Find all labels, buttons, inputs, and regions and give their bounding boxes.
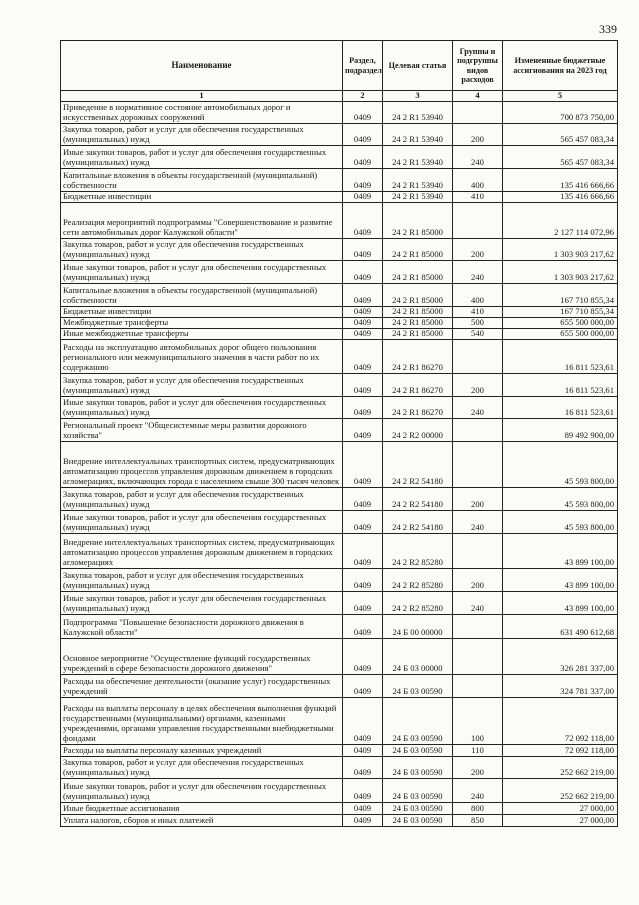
row-article: 24 2 R1 53940 xyxy=(383,145,453,168)
header-sum: Измененные бюджетные ассигнования на 2023 год xyxy=(503,41,618,91)
row-sum: 16 811 523,61 xyxy=(503,339,618,373)
row-group: 400 xyxy=(453,168,503,191)
row-name: Приведение в нормативное состояние автомобильных дорог и искусственных дорожных сооружений xyxy=(61,101,343,123)
row-group: 240 xyxy=(453,145,503,168)
table-row xyxy=(61,191,618,202)
row-section: 0409 xyxy=(343,802,383,814)
row-section: 0409 xyxy=(343,418,383,441)
row-section: 0409 xyxy=(343,614,383,638)
row-name: Расходы на выплаты персоналу в целях обеспечения выполнения функций государственными (муниципальными) органами, казенными учреждениями, органами управления государственными внебюджетными фондами xyxy=(61,697,343,744)
row-group: 200 xyxy=(453,487,503,510)
row-sum: 135 416 666,66 xyxy=(503,191,618,202)
row-section: 0409 xyxy=(343,756,383,778)
budget-table xyxy=(60,40,618,827)
table-row xyxy=(61,238,618,260)
row-name: Капитальные вложения в объекты государственной (муниципальной) собственности xyxy=(61,283,343,306)
row-group xyxy=(453,441,503,487)
row-name: Подпрограмма "Повышение безопасности дорожного движения в Калужской области" xyxy=(61,614,343,638)
row-group xyxy=(453,418,503,441)
row-section: 0409 xyxy=(343,591,383,614)
row-name: Расходы на выплаты персоналу казенных учреждений xyxy=(61,744,343,756)
row-section: 0409 xyxy=(343,145,383,168)
row-article: 24 2 R2 54180 xyxy=(383,510,453,533)
header-section: Раздел, подраздел xyxy=(343,41,383,91)
row-group: 100 xyxy=(453,697,503,744)
row-group: 200 xyxy=(453,238,503,260)
row-sum: 167 710 855,34 xyxy=(503,306,618,317)
row-article: 24 2 R1 86270 xyxy=(383,396,453,418)
row-group xyxy=(453,674,503,697)
row-group xyxy=(453,202,503,238)
header-row xyxy=(61,41,618,91)
row-name: Иные межбюджетные трансферты xyxy=(61,328,343,339)
row-section: 0409 xyxy=(343,306,383,317)
header-name: Наименование xyxy=(61,41,343,91)
table-row xyxy=(61,510,618,533)
row-group: 200 xyxy=(453,123,503,145)
row-name: Уплата налогов, сборов и иных платежей xyxy=(61,814,343,826)
row-article: 24 Б 00 00000 xyxy=(383,614,453,638)
row-article: 24 2 R2 54180 xyxy=(383,441,453,487)
row-sum: 700 873 750,00 xyxy=(503,101,618,123)
row-sum: 252 662 219,00 xyxy=(503,756,618,778)
row-article: 24 Б 03 00590 xyxy=(383,674,453,697)
row-name: Иные закупки товаров, работ и услуг для обеспечения государственных (муниципальных) нужд xyxy=(61,145,343,168)
row-group: 240 xyxy=(453,591,503,614)
row-article: 24 2 R1 85000 xyxy=(383,328,453,339)
row-sum: 167 710 855,34 xyxy=(503,283,618,306)
row-name: Закупка товаров, работ и услуг для обеспечения государственных (муниципальных) нужд xyxy=(61,373,343,396)
row-name: Закупка товаров, работ и услуг для обеспечения государственных (муниципальных) нужд xyxy=(61,568,343,591)
table-row xyxy=(61,317,618,328)
row-section: 0409 xyxy=(343,441,383,487)
row-section: 0409 xyxy=(343,674,383,697)
row-section: 0409 xyxy=(343,168,383,191)
row-article: 24 Б 03 00590 xyxy=(383,756,453,778)
row-sum: 45 593 800,00 xyxy=(503,441,618,487)
table-row xyxy=(61,614,618,638)
row-sum: 45 593 800,00 xyxy=(503,487,618,510)
row-article: 24 2 R1 85000 xyxy=(383,306,453,317)
row-group xyxy=(453,101,503,123)
row-group: 500 xyxy=(453,317,503,328)
row-sum: 565 457 083,34 xyxy=(503,123,618,145)
row-section: 0409 xyxy=(343,744,383,756)
row-name: Капитальные вложения в объекты государственной (муниципальной) собственности xyxy=(61,168,343,191)
row-sum: 16 811 523,61 xyxy=(503,396,618,418)
row-name: Иные закупки товаров, работ и услуг для обеспечения государственных (муниципальных) нужд xyxy=(61,396,343,418)
row-group: 200 xyxy=(453,568,503,591)
row-article: 24 Б 03 00590 xyxy=(383,814,453,826)
row-name: Иные бюджетные ассигнования xyxy=(61,802,343,814)
row-sum: 43 899 100,00 xyxy=(503,568,618,591)
table-row xyxy=(61,744,618,756)
row-name: Внедрение интеллектуальных транспортных систем, предусматривающих автоматизацию процессов управления дорожным движением в городских агломерациях xyxy=(61,533,343,568)
row-section: 0409 xyxy=(343,533,383,568)
column-number: 5 xyxy=(503,91,618,102)
row-section: 0409 xyxy=(343,260,383,283)
table-row xyxy=(61,591,618,614)
row-group: 410 xyxy=(453,191,503,202)
row-section: 0409 xyxy=(343,396,383,418)
row-sum: 565 457 083,34 xyxy=(503,145,618,168)
row-article: 24 2 R1 85000 xyxy=(383,283,453,306)
row-group: 240 xyxy=(453,510,503,533)
row-sum: 631 490 612,68 xyxy=(503,614,618,638)
column-number: 2 xyxy=(343,91,383,102)
row-sum: 324 781 337,00 xyxy=(503,674,618,697)
row-group: 850 xyxy=(453,814,503,826)
row-section: 0409 xyxy=(343,123,383,145)
table-row xyxy=(61,101,618,123)
column-number: 1 xyxy=(61,91,343,102)
row-group: 410 xyxy=(453,306,503,317)
row-name: Основное мероприятие "Осуществление функций государственных учреждений в сфере безопасности дорожного движения" xyxy=(61,638,343,674)
row-group: 400 xyxy=(453,283,503,306)
row-article: 24 Б 03 00590 xyxy=(383,744,453,756)
row-article: 24 2 R1 86270 xyxy=(383,373,453,396)
row-article: 24 2 R1 85000 xyxy=(383,238,453,260)
row-sum: 16 811 523,61 xyxy=(503,373,618,396)
row-name: Бюджетные инвестиции xyxy=(61,191,343,202)
row-section: 0409 xyxy=(343,191,383,202)
row-sum: 27 000,00 xyxy=(503,802,618,814)
row-sum: 1 303 903 217,62 xyxy=(503,238,618,260)
row-section: 0409 xyxy=(343,638,383,674)
row-name: Иные закупки товаров, работ и услуг для обеспечения государственных (муниципальных) нужд xyxy=(61,591,343,614)
row-sum: 2 127 114 072,96 xyxy=(503,202,618,238)
table-row xyxy=(61,533,618,568)
row-section: 0409 xyxy=(343,339,383,373)
row-group: 540 xyxy=(453,328,503,339)
table-row xyxy=(61,756,618,778)
row-name: Иные закупки товаров, работ и услуг для обеспечения государственных (муниципальных) нужд xyxy=(61,510,343,533)
row-article: 24 2 R1 53940 xyxy=(383,168,453,191)
row-sum: 72 092 118,00 xyxy=(503,744,618,756)
row-section: 0409 xyxy=(343,101,383,123)
row-group xyxy=(453,638,503,674)
table-row xyxy=(61,638,618,674)
row-article: 24 2 R1 53940 xyxy=(383,191,453,202)
row-section: 0409 xyxy=(343,202,383,238)
row-group: 240 xyxy=(453,778,503,802)
page-number: 339 xyxy=(599,22,617,36)
row-name: Иные закупки товаров, работ и услуг для обеспечения государственных (муниципальных) нужд xyxy=(61,778,343,802)
row-name: Расходы на обеспечение деятельности (оказание услуг) государственных учреждений xyxy=(61,674,343,697)
table-row xyxy=(61,814,618,826)
row-sum: 43 899 100,00 xyxy=(503,533,618,568)
row-group: 240 xyxy=(453,260,503,283)
table-row xyxy=(61,283,618,306)
table-row xyxy=(61,145,618,168)
table-row xyxy=(61,441,618,487)
table-row xyxy=(61,568,618,591)
row-article: 24 Б 03 00590 xyxy=(383,802,453,814)
row-sum: 43 899 100,00 xyxy=(503,591,618,614)
column-number: 4 xyxy=(453,91,503,102)
row-group: 200 xyxy=(453,373,503,396)
row-section: 0409 xyxy=(343,317,383,328)
table-row xyxy=(61,674,618,697)
row-name: Реализация мероприятий подпрограммы "Совершенствование и развитие сети автомобильных дорог Калужской области" xyxy=(61,202,343,238)
row-group: 240 xyxy=(453,396,503,418)
row-article: 24 2 R1 53940 xyxy=(383,101,453,123)
table-row xyxy=(61,418,618,441)
row-sum: 655 500 000,00 xyxy=(503,317,618,328)
row-article: 24 2 R1 85000 xyxy=(383,260,453,283)
row-article: 24 2 R2 54180 xyxy=(383,487,453,510)
row-sum: 72 092 118,00 xyxy=(503,697,618,744)
table-row xyxy=(61,202,618,238)
row-section: 0409 xyxy=(343,697,383,744)
row-sum: 89 492 900,00 xyxy=(503,418,618,441)
row-group xyxy=(453,614,503,638)
row-name: Расходы на эксплуатацию автомобильных дорог общего пользования регионального или межмуниципального значения в части работ по их содержанию xyxy=(61,339,343,373)
row-article: 24 2 R1 85000 xyxy=(383,202,453,238)
row-group: 800 xyxy=(453,802,503,814)
row-name: Закупка товаров, работ и услуг для обеспечения государственных (муниципальных) нужд xyxy=(61,487,343,510)
row-section: 0409 xyxy=(343,238,383,260)
row-name: Внедрение интеллектуальных транспортных систем, предусматривающих автоматизацию процессов управления дорожным движением в городских агломерациях, включающих города с населением свыше 300 тысяч человек xyxy=(61,441,343,487)
row-article: 24 2 R1 53940 xyxy=(383,123,453,145)
header-article: Целевая статья xyxy=(383,41,453,91)
row-article: 24 2 R1 85000 xyxy=(383,317,453,328)
row-article: 24 2 R2 85280 xyxy=(383,591,453,614)
row-article: 24 2 R2 85280 xyxy=(383,533,453,568)
row-name: Бюджетные инвестиции xyxy=(61,306,343,317)
header-group: Группы и подгруппы видов расходов xyxy=(453,41,503,91)
row-name: Закупка товаров, работ и услуг для обеспечения государственных (муниципальных) нужд xyxy=(61,238,343,260)
row-sum: 252 662 219,00 xyxy=(503,778,618,802)
row-section: 0409 xyxy=(343,510,383,533)
row-section: 0409 xyxy=(343,487,383,510)
row-sum: 27 000,00 xyxy=(503,814,618,826)
column-number-row xyxy=(61,91,618,102)
table-row xyxy=(61,260,618,283)
table-row xyxy=(61,396,618,418)
row-name: Межбюджетные трансферты xyxy=(61,317,343,328)
row-group: 200 xyxy=(453,756,503,778)
table-row xyxy=(61,487,618,510)
row-name: Закупка товаров, работ и услуг для обеспечения государственных (муниципальных) нужд xyxy=(61,756,343,778)
row-article: 24 2 R1 86270 xyxy=(383,339,453,373)
table-row xyxy=(61,168,618,191)
row-section: 0409 xyxy=(343,373,383,396)
row-sum: 326 281 337,00 xyxy=(503,638,618,674)
table-row xyxy=(61,373,618,396)
row-group xyxy=(453,339,503,373)
table-row xyxy=(61,778,618,802)
row-sum: 135 416 666,66 xyxy=(503,168,618,191)
row-article: 24 2 R2 00000 xyxy=(383,418,453,441)
table-body xyxy=(61,101,618,826)
row-section: 0409 xyxy=(343,568,383,591)
row-section: 0409 xyxy=(343,328,383,339)
table-row xyxy=(61,339,618,373)
row-section: 0409 xyxy=(343,283,383,306)
row-section: 0409 xyxy=(343,778,383,802)
row-article: 24 Б 03 00590 xyxy=(383,697,453,744)
row-name: Иные закупки товаров, работ и услуг для обеспечения государственных (муниципальных) нужд xyxy=(61,260,343,283)
row-sum: 655 500 000,00 xyxy=(503,328,618,339)
row-sum: 45 593 800,00 xyxy=(503,510,618,533)
row-article: 24 Б 03 00590 xyxy=(383,778,453,802)
row-group xyxy=(453,533,503,568)
table-row xyxy=(61,306,618,317)
row-sum: 1 303 903 217,62 xyxy=(503,260,618,283)
row-group: 110 xyxy=(453,744,503,756)
row-section: 0409 xyxy=(343,814,383,826)
table-row xyxy=(61,123,618,145)
row-name: Региональный проект "Общесистемные меры развития дорожного хозяйства" xyxy=(61,418,343,441)
row-article: 24 Б 03 00000 xyxy=(383,638,453,674)
table-row xyxy=(61,328,618,339)
table-row xyxy=(61,697,618,744)
row-name: Закупка товаров, работ и услуг для обеспечения государственных (муниципальных) нужд xyxy=(61,123,343,145)
column-number: 3 xyxy=(383,91,453,102)
row-article: 24 2 R2 85280 xyxy=(383,568,453,591)
table-row xyxy=(61,802,618,814)
